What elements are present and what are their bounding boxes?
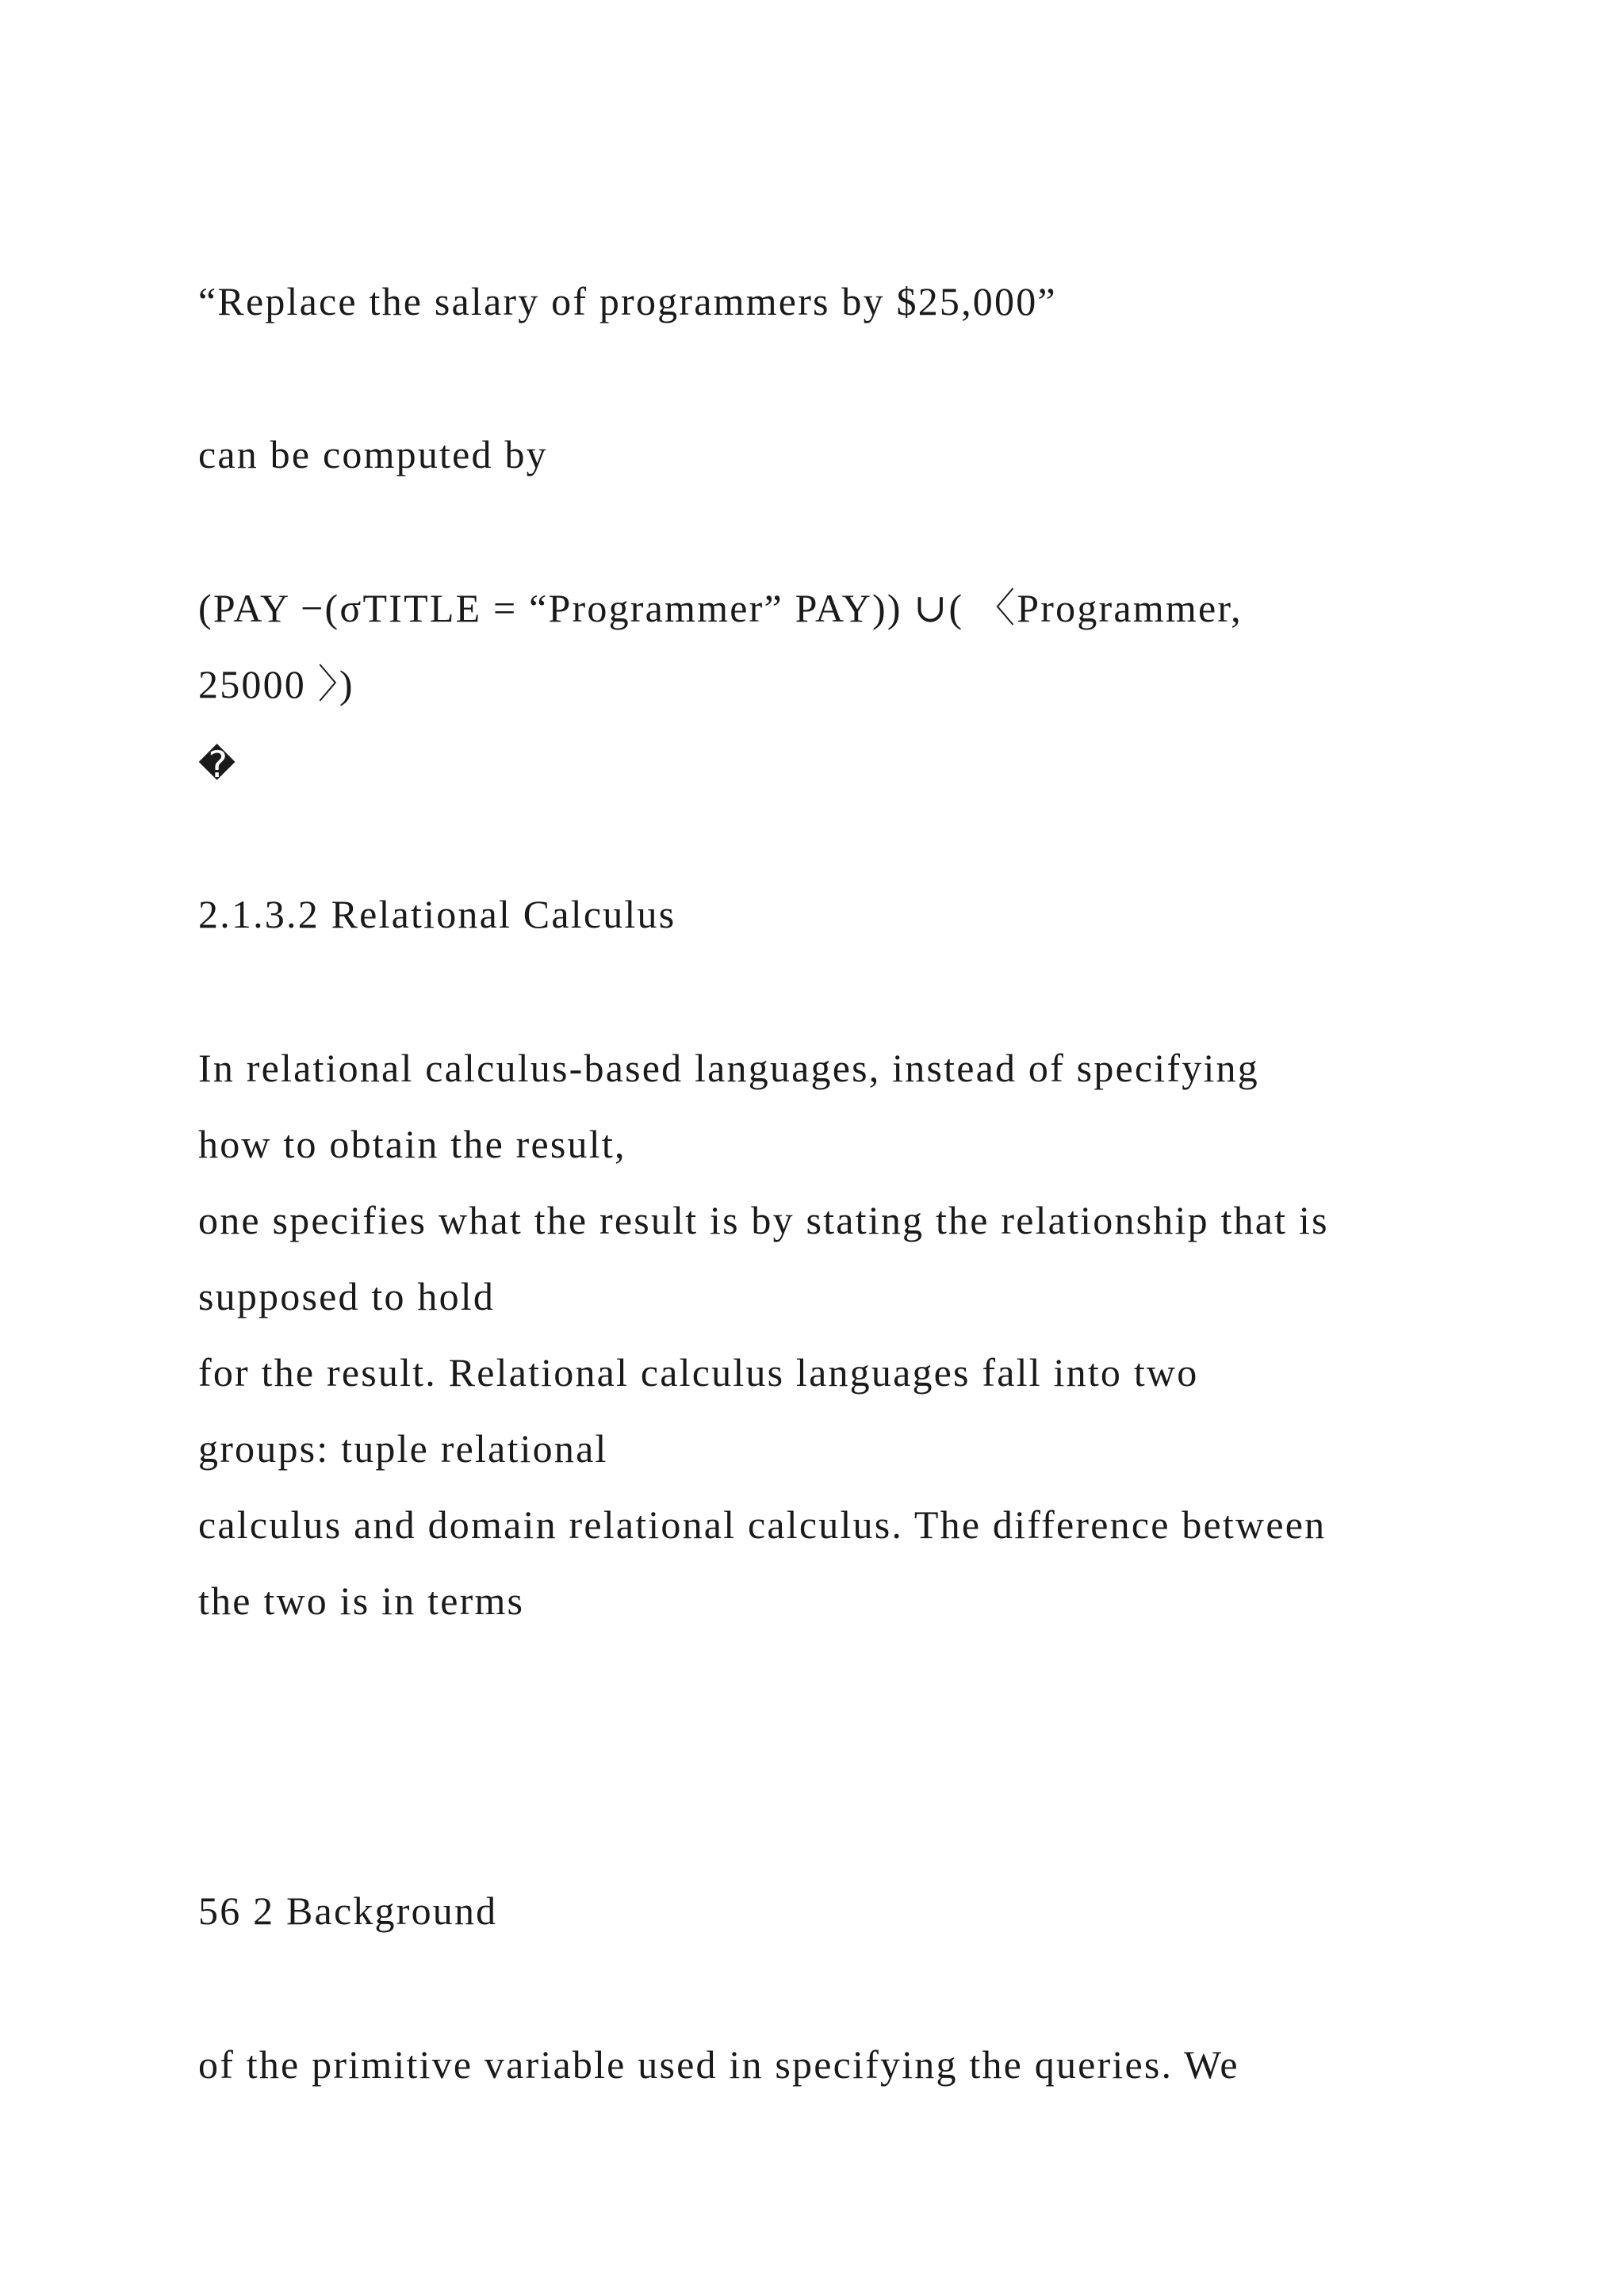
paragraph-line: the two is in terms — [198, 1578, 525, 1623]
paragraph-line: how to obtain the result, — [198, 1122, 626, 1166]
page-running-header: 56 2 Background — [198, 1888, 498, 1933]
paragraph-line: supposed to hold — [198, 1274, 496, 1318]
body-text-line: can be computed by — [198, 432, 548, 476]
quoted-query-text: “Replace the salary of programmers by $25,000” — [198, 279, 1057, 323]
paragraph-line: groups: tuple relational — [198, 1426, 608, 1471]
paragraph-line: for the result. Relational calculus languages fall into two — [198, 1350, 1199, 1395]
relational-algebra-expression-continued: 25000 〉) — [198, 662, 354, 706]
paragraph-line: calculus and domain relational calculus. The difference between — [198, 1502, 1327, 1547]
paragraph-line: In relational calculus-based languages, instead of specifying — [198, 1046, 1259, 1090]
section-heading: 2.1.3.2 Relational Calculus — [198, 892, 676, 936]
relational-algebra-expression: (PAY −(σTITLE = “Programmer” PAY)) ∪( 〈Programmer, — [198, 586, 1243, 630]
paragraph-line: of the primitive variable used in specifying the queries. We — [198, 2042, 1239, 2087]
replacement-character-glyph: � — [198, 743, 236, 786]
paragraph-line: one specifies what the result is by stating the relationship that is — [198, 1198, 1329, 1242]
